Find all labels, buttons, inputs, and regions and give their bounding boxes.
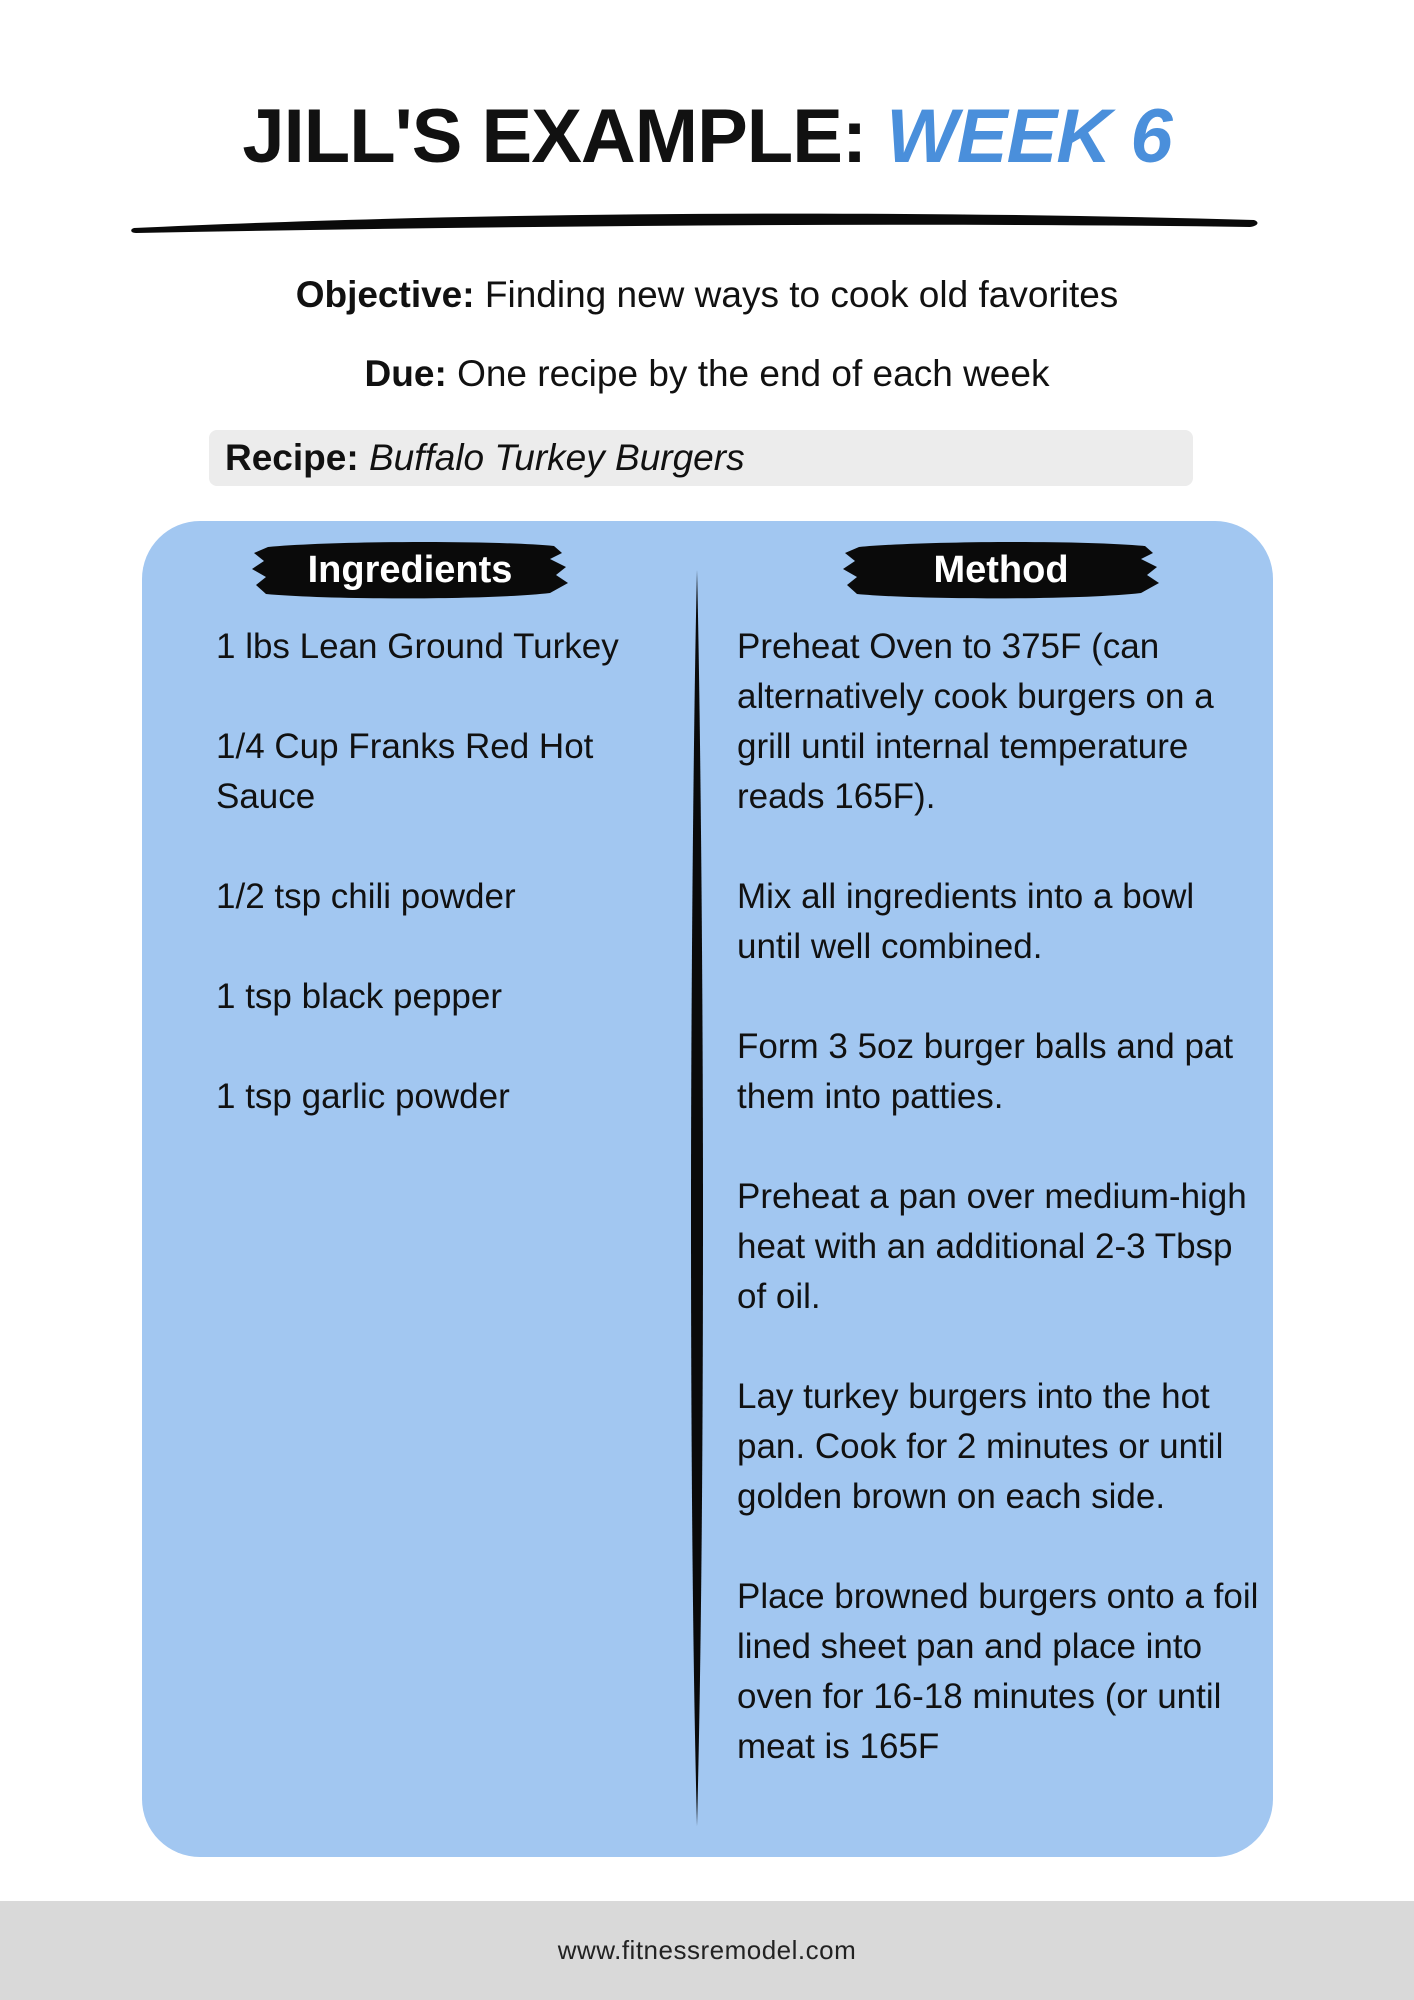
due-value: One recipe by the end of each week bbox=[457, 353, 1050, 394]
method-steps bbox=[737, 622, 1267, 1822]
objective-line bbox=[0, 270, 1414, 320]
method-step: Place browned burgers onto a foil lined sheet pan and place into oven for 16-18 minutes (or until meat is 165F bbox=[737, 1577, 1259, 1766]
method-step: Preheat a pan over medium-high heat with an additional 2-3 Tbsp of oil. bbox=[737, 1177, 1247, 1316]
method-heading-tag bbox=[841, 537, 1161, 603]
footer bbox=[0, 1901, 1414, 2000]
due-label: Due: bbox=[364, 353, 447, 394]
title-week: WEEK 6 bbox=[886, 94, 1172, 179]
ingredients-list bbox=[216, 622, 656, 1172]
objective-value: Finding new ways to cook old favorites bbox=[484, 274, 1119, 315]
ingredients-heading: Ingredients bbox=[307, 549, 513, 591]
ingredient-item: 1 tsp black pepper bbox=[216, 977, 503, 1016]
method-heading: Method bbox=[933, 549, 1069, 591]
ingredient-item: 1 tsp garlic powder bbox=[216, 1077, 510, 1116]
method-step: Form 3 5oz burger balls and pat them into patties. bbox=[737, 1027, 1234, 1116]
footer-url: www.fitnessremodel.com bbox=[557, 1935, 857, 1965]
due-line bbox=[0, 349, 1414, 399]
recipe-label: Recipe: bbox=[225, 437, 359, 478]
method-step: Lay turkey burgers into the hot pan. Cook for 2 minutes or until golden brown on each side. bbox=[737, 1377, 1224, 1516]
objective-label: Objective: bbox=[295, 274, 475, 315]
method-step: Mix all ingredients into a bowl until well combined. bbox=[737, 877, 1195, 966]
ingredient-item: 1/2 tsp chili powder bbox=[216, 877, 516, 916]
ingredient-item: 1/4 Cup Franks Red Hot Sauce bbox=[216, 727, 594, 816]
recipe-name: Buffalo Turkey Burgers bbox=[368, 437, 745, 478]
ingredients-heading-tag bbox=[250, 537, 570, 603]
title-underline-brushstroke bbox=[130, 206, 1260, 236]
recipe-bar bbox=[209, 430, 1193, 486]
method-step: Preheat Oven to 375F (can alternatively cook burgers on a grill until internal temperature reads 165F). bbox=[737, 627, 1214, 816]
column-divider-brushstroke bbox=[686, 570, 708, 1826]
ingredient-item: 1 lbs Lean Ground Turkey bbox=[216, 627, 619, 666]
title-prefix: JILL'S EXAMPLE: bbox=[242, 94, 867, 179]
page-title bbox=[0, 92, 1414, 182]
